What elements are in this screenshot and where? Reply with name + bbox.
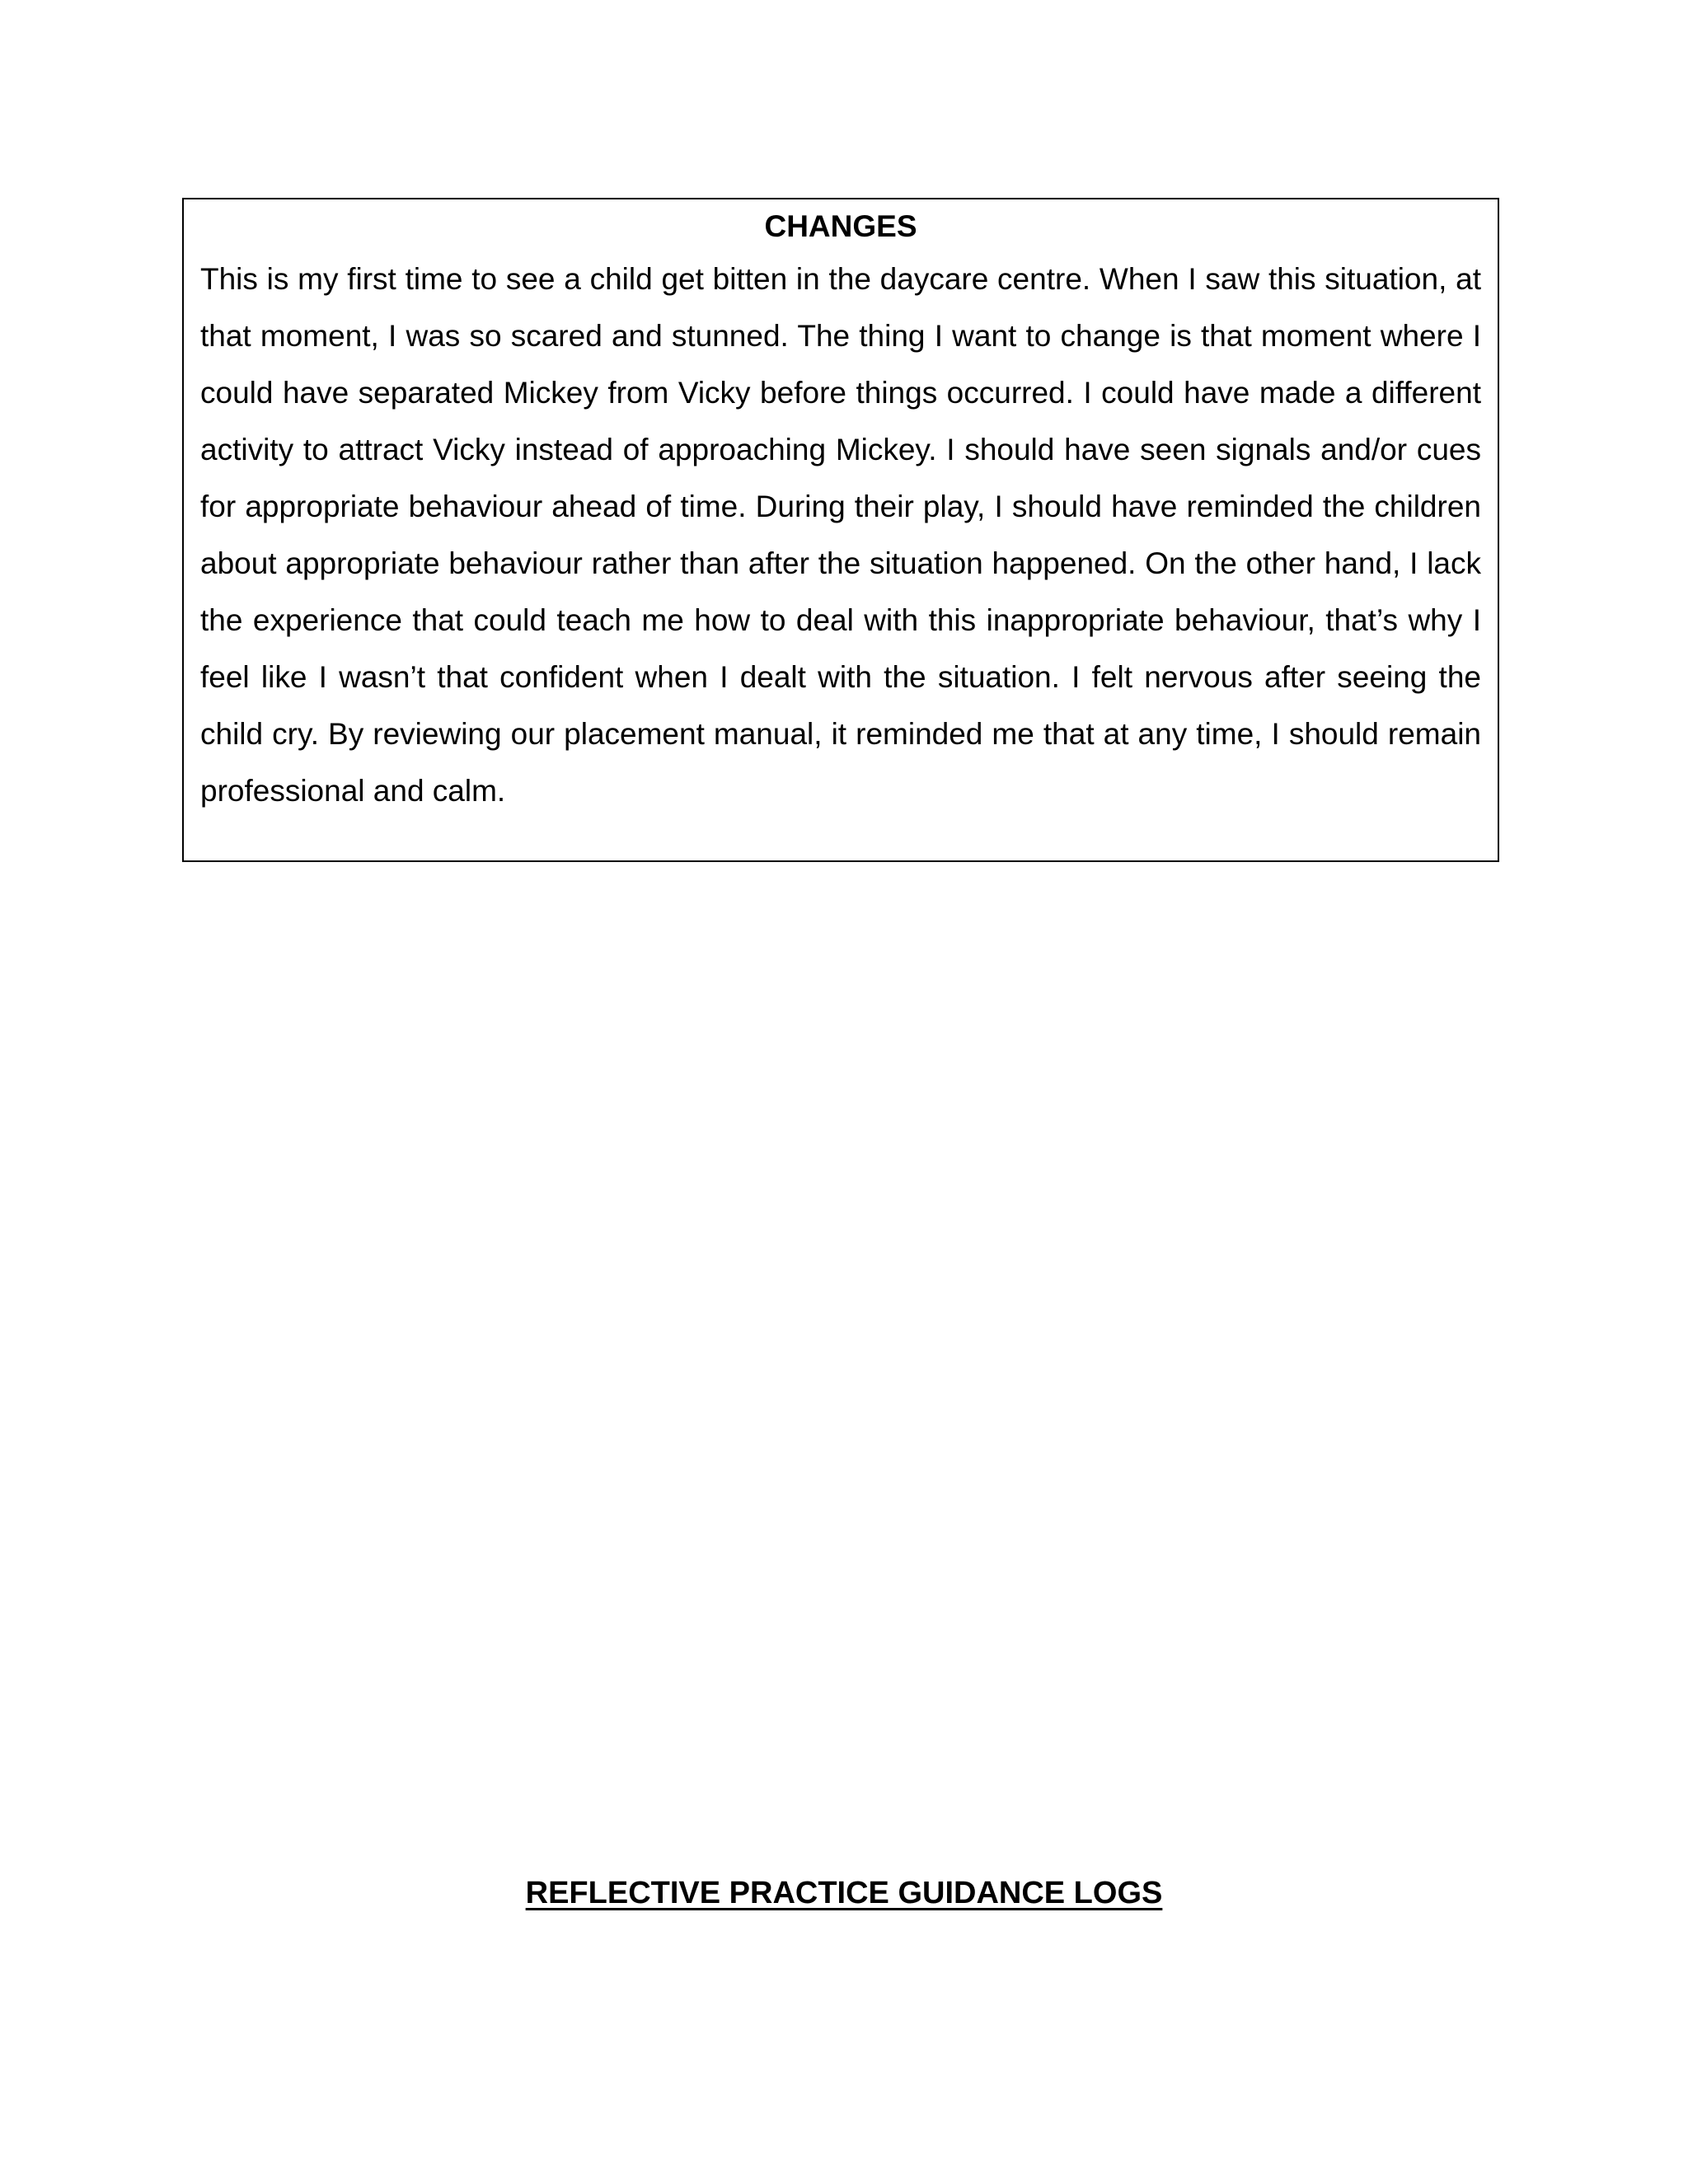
changes-section	[182, 198, 1499, 862]
changes-body-text: This is my first time to see a child get bitten in the daycare centre. When I saw this situation, at that moment, I was so scared and stunned. The thing I want to change is that moment where I could have separated Mickey from Vicky before things occurred. I could have made a different activity to attract Vicky instead of approaching Mickey. I should have seen signals and/or cues for appropriate behaviour ahead of time. During their play, I should have reminded the children about appropriate behaviour rather than after the situation happened. On the other hand, I lack the experience that could teach me how to deal with this inappropriate behaviour, that’s why I feel like I wasn’t that confident when I dealt with the situation. I felt nervous after seeing the child cry. By reviewing our placement manual, it reminded me that at any time, I should remain professional and calm.	[200, 262, 1481, 808]
section-title: REFLECTIVE PRACTICE GUIDANCE LOGS	[525, 1876, 1163, 1910]
changes-heading: CHANGES	[764, 209, 917, 243]
